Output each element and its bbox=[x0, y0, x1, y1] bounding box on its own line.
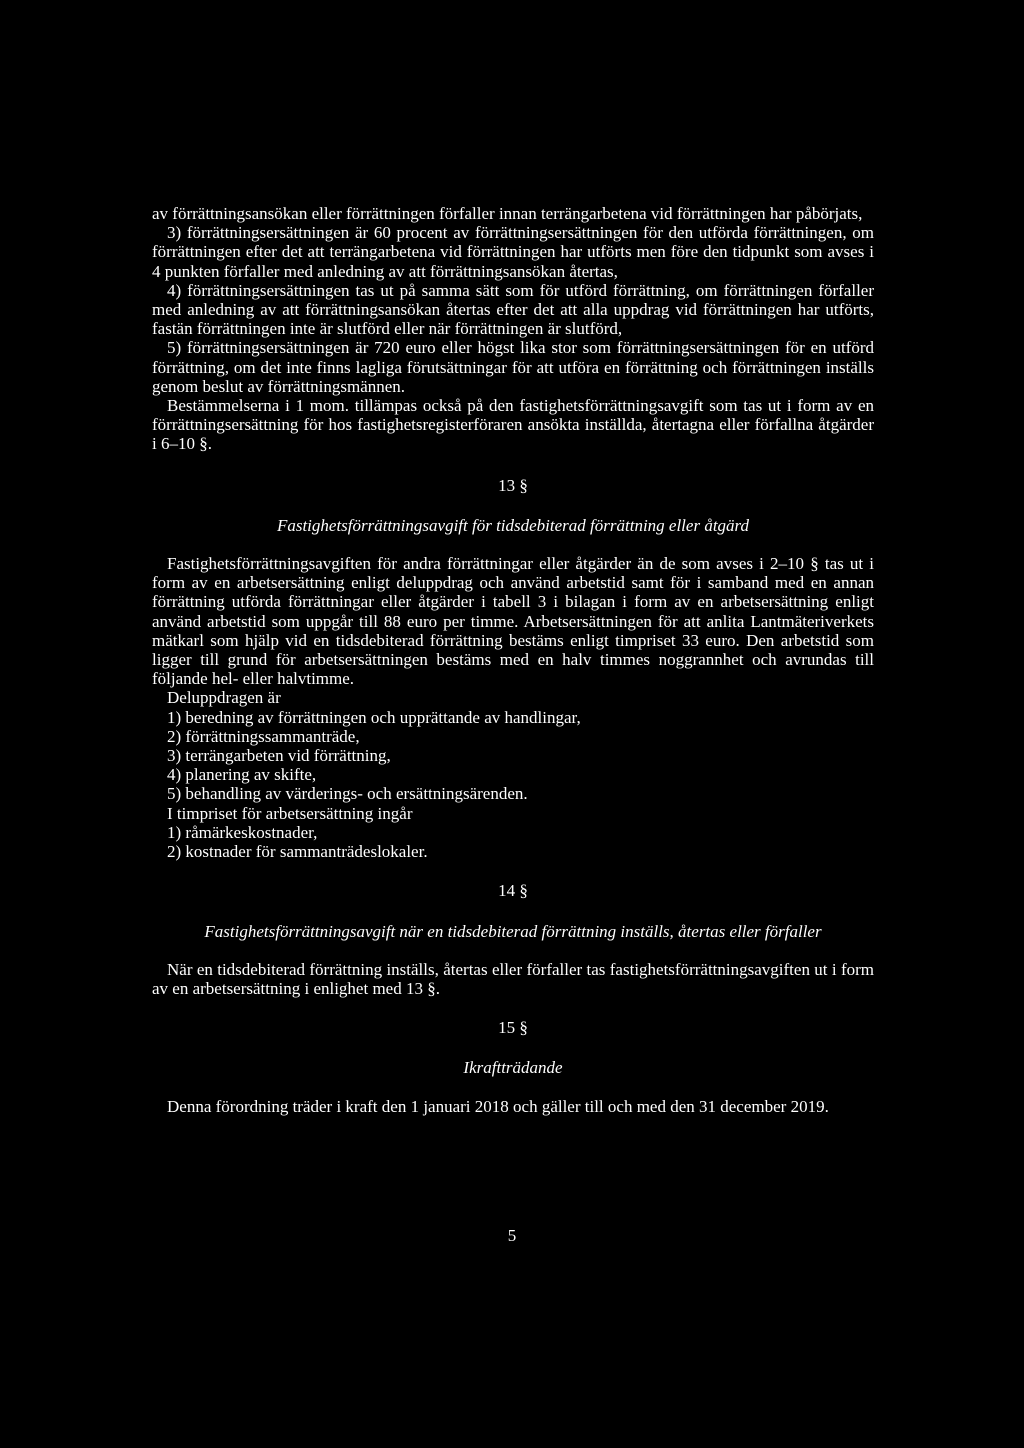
section-15-number: 15 § bbox=[498, 1018, 528, 1038]
included-item: 1) råmärkeskostnader, bbox=[167, 822, 318, 842]
section-14-title: Fastighetsförrättningsavgift när en tidsdebiterad förrättning inställs, återtas eller förfaller bbox=[204, 921, 822, 941]
included-item: 2) kostnader för sammanträdeslokaler. bbox=[167, 842, 428, 862]
page-number: 5 bbox=[507, 1226, 517, 1245]
section-14-paragraph: När en tidsdebiterad förrättning inställs, återtas eller förfaller tas fastighetsförrättningsavgiften ut i form av en arbetsersättning i enlighet med 13 §. bbox=[152, 959, 874, 998]
list-item-3: 3) förrättningsersättningen är 60 procent av förrättningsersättningen för den utförda förrättningen, om förrättningen efter det att terrängarbetena vid förrättningen har utförts men före den tidpunkt som avses i 4 punkten förfaller med anledning av att förrättningsansökan återtas, bbox=[152, 223, 874, 281]
subtasks-heading: Deluppdragen är bbox=[167, 688, 281, 708]
section-13-number: 13 § bbox=[498, 475, 528, 495]
included-heading: I timpriset för arbetsersättning ingår bbox=[167, 803, 413, 823]
subtask-item: 2) förrättningssammanträde, bbox=[167, 726, 360, 746]
paragraph-2-mom: Bestämmelserna i 1 mom. tillämpas också på den fastighetsförrättningsavgift som tas ut i form av en förrättningsersättning för hos fastighetsregisterföraren ansökta inställda, återtagna eller förfallna åtgärder i 6–10 §. bbox=[152, 396, 874, 454]
subtask-item: 5) behandling av värderings- och ersättningsärenden. bbox=[167, 784, 528, 804]
section-15-title: Ikraftträdande bbox=[463, 1058, 563, 1078]
subtask-item: 4) planering av skifte, bbox=[167, 765, 317, 785]
section-13-paragraph: Fastighetsförrättningsavgiften för andra förrättningar eller åtgärder än de som avses i 2–10 § tas ut i form av en arbetsersättning enligt deluppdrag och använd arbetstid samt för i samband med en annan förrättning utförda förrättningar eller åtgärder i tabell 3 i bilagan i form av en arbetsersättning enligt använd arbetstid som uppgår till 88 euro per timme. Arbetsersättningen för att anlita Lantmäteriverkets mätkarl som hjälp vid en tidsdebiterad förrättning bestäms enligt timpriset 33 euro. Den arbetstid som ligger till grund för arbetsersättningen bestäms med en halv timmes noggrannhet och avrundas till följande hel- eller halvtimme. bbox=[152, 554, 874, 689]
subtask-item: 3) terrängarbeten vid förrättning, bbox=[167, 746, 391, 766]
section-13-title: Fastighetsförrättningsavgift för tidsdebiterad förrättning eller åtgärd bbox=[276, 515, 750, 535]
list-item-4: 4) förrättningsersättningen tas ut på samma sätt som för utförd förrättning, om förrättningen förfaller med anledning av att förrättningsansökan återtas efter det att alla uppdrag vid förrättningen har utförts, fastän förrättningen inte är slutförd eller när förrättningen är slutförd, bbox=[152, 280, 874, 339]
subtask-item: 1) beredning av förrättningen och upprättande av handlingar, bbox=[167, 707, 581, 727]
section-14-number: 14 § bbox=[498, 881, 528, 901]
continuation-paragraph: av förrättningsansökan eller förrättningen förfaller innan terrängarbetena vid förrättningen har påbörjats, bbox=[152, 204, 863, 223]
list-item-5: 5) förrättningsersättningen är 720 euro eller högst lika stor som förrättningsersättningen för en utförd förrättning, om det inte finns lagliga förutsättningar för att utföra en förrättning och förrättningen inställs genom beslut av förrättningsmännen. bbox=[152, 338, 874, 396]
section-15-paragraph: Denna förordning träder i kraft den 1 januari 2018 och gäller till och med den 31 december 2019. bbox=[167, 1096, 829, 1116]
document-page bbox=[152, 204, 874, 1116]
